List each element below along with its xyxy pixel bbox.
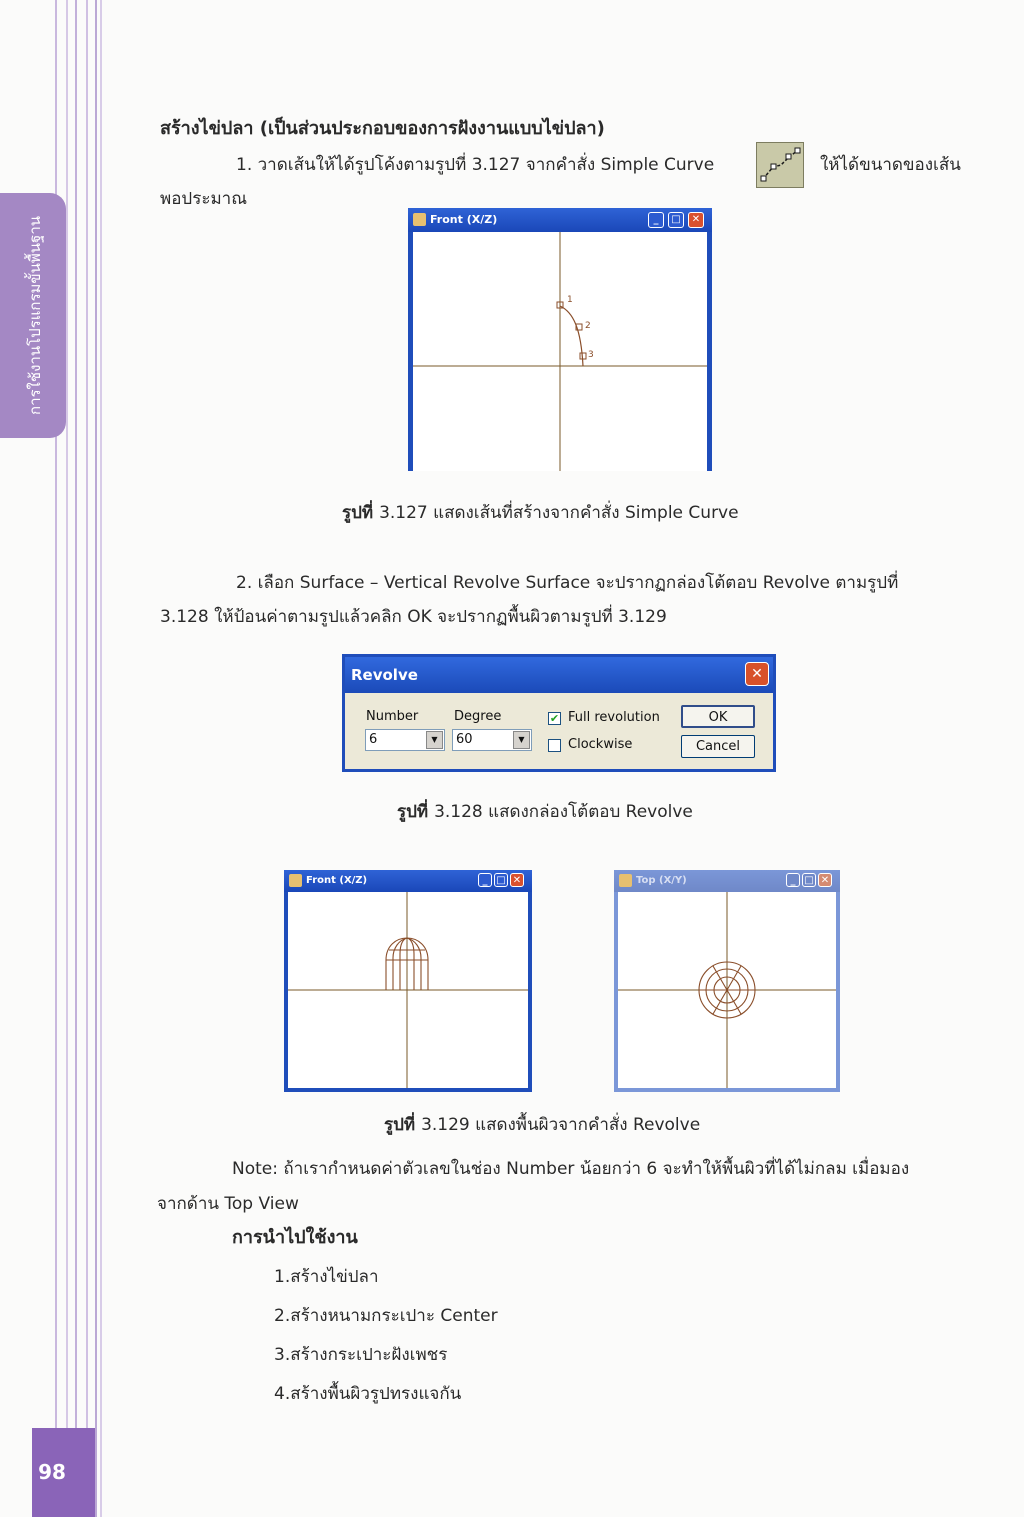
app-icon [289,874,302,887]
figure-caption-129 [384,1114,700,1136]
window-title: Top (X/Y) [636,875,687,886]
section-heading: สร้างไข่ปลา (เป็นส่วนประกอบของการฝังงานแบบไข่ปลา) [160,118,605,139]
front-view-window-fig129 [284,870,532,1092]
note-text-line2: จากด้าน Top View [157,1194,299,1214]
window-title-bar [614,870,840,892]
step1-text: 1. วาดเส้นให้ได้รูปโค้งตามรูปที่ 3.127 จากคำสั่ง Simple Curve [236,155,715,175]
list-item: 1.สร้างไข่ปลา [274,1267,379,1287]
window-title: Front (X/Z) [430,213,498,226]
caption-text: 3.128 แสดงกล่องโต้ตอบ Revolve [434,802,693,822]
margin-line [95,0,97,1517]
app-icon [619,874,632,887]
revolve-dialog [342,654,776,772]
caption-label: รูปที่ [384,1115,416,1135]
clockwise-label: Clockwise [568,737,633,752]
front-view-window-fig127 [408,208,712,471]
viewport [413,232,707,471]
page-number: 98 [38,1460,66,1484]
point-label: 2 [585,321,591,331]
margin-line [66,0,68,1517]
chapter-tab-label: การใช้งานโปรแกรมขั้นพื้นฐาน [26,216,44,415]
maximize-button[interactable]: □ [802,873,816,887]
window-title-bar [408,208,712,232]
front-view-canvas [413,232,707,471]
top-view-canvas [618,892,836,1088]
dialog-title: Revolve [351,666,418,684]
front-view-canvas [288,892,528,1088]
clockwise-checkbox[interactable] [548,739,561,752]
caption-text: 3.127 แสดงเส้นที่สร้างจากคำสั่ง Simple Curve [379,503,739,523]
simple-curve-icon [756,142,804,188]
full-revolution-checkbox[interactable]: ✔ [549,712,560,725]
list-item: 3.สร้างกระเปาะฝังเพชร [274,1345,448,1365]
maximize-button[interactable]: □ [494,873,508,887]
window-title: Front (X/Z) [306,875,368,886]
degree-value: 60 [456,732,473,747]
close-button[interactable]: ✕ [510,873,524,887]
cancel-button[interactable]: Cancel [681,735,755,758]
window-title-bar [284,870,532,892]
margin-line [86,0,88,1517]
list-item: 2.สร้างหนามกระเปาะ Center [274,1306,498,1326]
margin-line [75,0,77,1517]
dialog-close-button[interactable]: ✕ [745,662,769,686]
number-value: 6 [369,732,378,747]
full-revolution-label: Full revolution [568,710,660,725]
maximize-button[interactable]: □ [668,212,684,228]
usage-heading: การนำไปใช้งาน [232,1227,358,1248]
note-text: Note: ถ้าเรากำหนดค่าตัวเลขในช่อง Number น้อยกว่า 6 จะทำให้พื้นผิวที่ได้ไม่กลม เมื่อมอง [232,1159,910,1179]
app-icon [413,213,426,226]
figure-caption-128 [397,801,693,823]
chevron-down-icon[interactable]: ▼ [426,731,443,749]
close-button[interactable]: ✕ [688,212,704,228]
viewport [618,892,836,1088]
minimize-button[interactable]: _ [648,212,664,228]
degree-label: Degree [454,709,502,724]
caption-text: 3.129 แสดงพื้นผิวจากคำสั่ง Revolve [421,1115,701,1135]
chevron-down-icon[interactable]: ▼ [513,731,530,749]
minimize-button[interactable]: _ [478,873,492,887]
close-button[interactable]: ✕ [818,873,832,887]
caption-label: รูปที่ [342,503,374,523]
top-view-window-fig129 [614,870,840,1092]
ok-button[interactable]: OK [681,705,755,728]
step1-text-line2: พอประมาณ [160,189,247,209]
point-label: 3 [588,350,594,360]
step2-text-line2: 3.128 ให้ป้อนค่าตามรูปแล้วคลิก OK จะปรากฏพื้นผิวตามรูปที่ 3.129 [160,607,667,627]
step2-text: 2. เลือก Surface – Vertical Revolve Surface จะปรากฏกล่องโต้ตอบ Revolve ตามรูปที่ [236,573,899,593]
dialog-title-bar [345,657,773,693]
caption-label: รูปที่ [397,802,429,822]
minimize-button[interactable]: _ [786,873,800,887]
point-label: 1 [567,295,573,305]
figure-caption-127 [342,502,739,524]
margin-line [100,0,102,1517]
list-item: 4.สร้างพื้นผิวรูปทรงแจกัน [274,1384,462,1404]
step1-text-end: ให้ได้ขนาดของเส้น [820,155,961,175]
number-label: Number [366,709,419,724]
viewport [288,892,528,1088]
number-combobox[interactable] [365,729,445,751]
degree-combobox[interactable] [452,729,532,751]
